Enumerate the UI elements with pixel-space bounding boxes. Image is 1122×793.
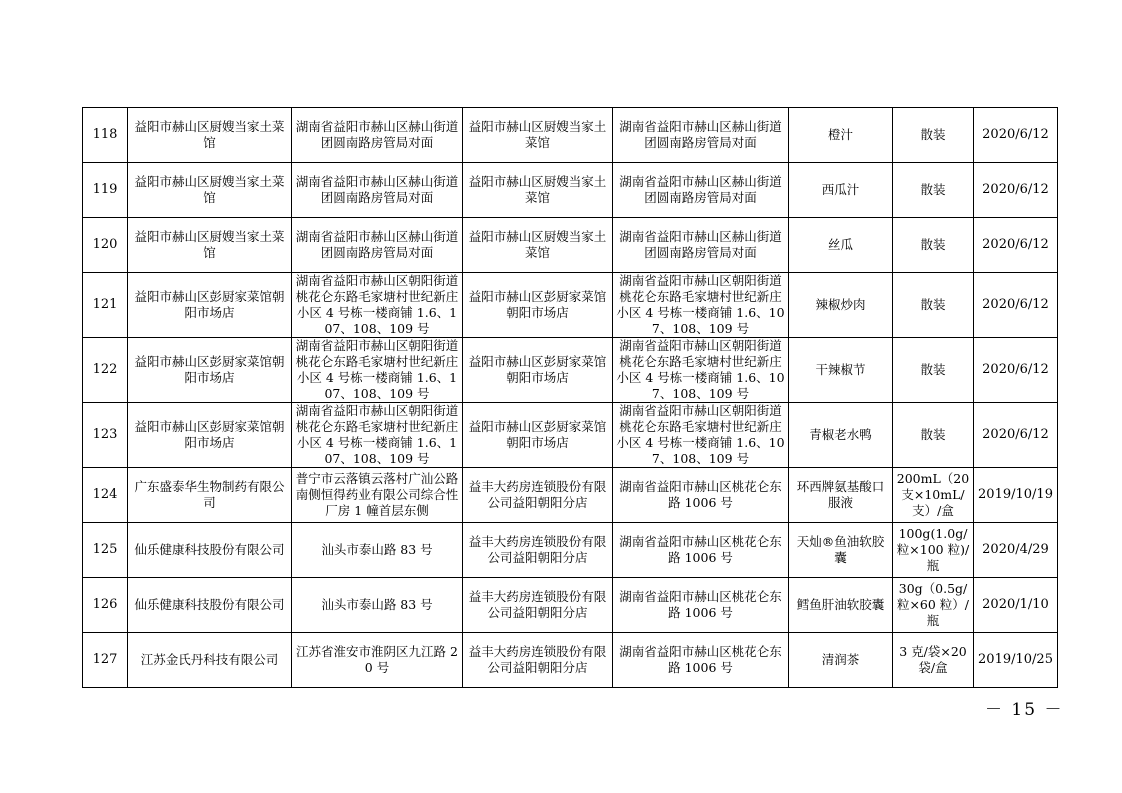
seller-name-cell: 益丰大药房连锁股份有限公司益阳朝阳分店 <box>463 468 613 523</box>
sampling-table <box>82 107 1058 688</box>
table-row <box>83 468 1058 523</box>
product-name-cell: 西瓜汁 <box>789 163 893 218</box>
seller-name-cell: 益丰大药房连锁股份有限公司益阳朝阳分店 <box>463 523 613 578</box>
table-row <box>83 108 1058 163</box>
specification-cell: 散装 <box>893 403 974 468</box>
seller-address-cell: 湖南省益阳市赫山区桃花仑东路 1006 号 <box>613 468 789 523</box>
table-row <box>83 273 1058 338</box>
producer-name-cell: 江苏金氏丹科技有限公司 <box>128 633 292 688</box>
product-name-cell: 天灿®鱼油软胶囊 <box>789 523 893 578</box>
producer-address-cell: 湖南省益阳市赫山区朝阳街道桃花仑东路毛家塘村世纪新庄小区 4 号栋一楼商铺 1.6、107、108、109 号 <box>292 273 463 338</box>
specification-cell: 散装 <box>893 108 974 163</box>
producer-address-cell: 湖南省益阳市赫山区朝阳街道桃花仑东路毛家塘村世纪新庄小区 4 号栋一楼商铺 1.6、107、108、109 号 <box>292 338 463 403</box>
seller-name-cell: 益阳市赫山区彭厨家菜馆朝阳市场店 <box>463 403 613 468</box>
product-name-cell: 橙汁 <box>789 108 893 163</box>
specification-cell: 3 克/袋×20 袋/盒 <box>893 633 974 688</box>
producer-address-cell: 汕头市泰山路 83 号 <box>292 578 463 633</box>
production-date-cell: 2020/6/12 <box>974 218 1058 273</box>
seller-address-cell: 湖南省益阳市赫山区朝阳街道桃花仑东路毛家塘村世纪新庄小区 4 号栋一楼商铺 1.6、107、108、109 号 <box>613 338 789 403</box>
row-number-cell: 118 <box>83 108 128 163</box>
seller-name-cell: 益阳市赫山区厨嫂当家土菜馆 <box>463 108 613 163</box>
specification-cell: 200mL（20 支×10mL/支）/盒 <box>893 468 974 523</box>
table-row <box>83 338 1058 403</box>
table-row <box>83 578 1058 633</box>
seller-name-cell: 益丰大药房连锁股份有限公司益阳朝阳分店 <box>463 578 613 633</box>
seller-address-cell: 湖南省益阳市赫山区赫山街道团圆南路房管局对面 <box>613 218 789 273</box>
seller-name-cell: 益阳市赫山区彭厨家菜馆朝阳市场店 <box>463 273 613 338</box>
row-number-cell: 123 <box>83 403 128 468</box>
seller-address-cell: 湖南省益阳市赫山区桃花仑东路 1006 号 <box>613 578 789 633</box>
producer-address-cell: 普宁市云落镇云落村广汕公路南侧恒得药业有限公司综合性厂房 1 幢首层东侧 <box>292 468 463 523</box>
producer-address-cell: 湖南省益阳市赫山区朝阳街道桃花仑东路毛家塘村世纪新庄小区 4 号栋一楼商铺 1.6、107、108、109 号 <box>292 403 463 468</box>
product-name-cell: 清润茶 <box>789 633 893 688</box>
seller-address-cell: 湖南省益阳市赫山区朝阳街道桃花仑东路毛家塘村世纪新庄小区 4 号栋一楼商铺 1.6、107、108、109 号 <box>613 273 789 338</box>
table-row <box>83 163 1058 218</box>
product-name-cell: 环西牌氨基酸口服液 <box>789 468 893 523</box>
producer-name-cell: 益阳市赫山区彭厨家菜馆朝阳市场店 <box>128 338 292 403</box>
producer-name-cell: 益阳市赫山区厨嫂当家土菜馆 <box>128 218 292 273</box>
row-number-cell: 125 <box>83 523 128 578</box>
seller-name-cell: 益阳市赫山区厨嫂当家土菜馆 <box>463 218 613 273</box>
seller-address-cell: 湖南省益阳市赫山区赫山街道团圆南路房管局对面 <box>613 108 789 163</box>
specification-cell: 散装 <box>893 338 974 403</box>
production-date-cell: 2020/6/12 <box>974 163 1058 218</box>
table-row <box>83 403 1058 468</box>
producer-address-cell: 湖南省益阳市赫山区赫山街道团圆南路房管局对面 <box>292 163 463 218</box>
product-name-cell: 鳕鱼肝油软胶囊 <box>789 578 893 633</box>
row-number-cell: 124 <box>83 468 128 523</box>
seller-name-cell: 益丰大药房连锁股份有限公司益阳朝阳分店 <box>463 633 613 688</box>
row-number-cell: 120 <box>83 218 128 273</box>
production-date-cell: 2020/6/12 <box>974 403 1058 468</box>
producer-name-cell: 益阳市赫山区彭厨家菜馆朝阳市场店 <box>128 273 292 338</box>
production-date-cell: 2020/6/12 <box>974 108 1058 163</box>
product-name-cell: 辣椒炒肉 <box>789 273 893 338</box>
production-date-cell: 2020/6/12 <box>974 273 1058 338</box>
producer-name-cell: 广东盛泰华生物制药有限公司 <box>128 468 292 523</box>
table-row <box>83 218 1058 273</box>
table-row <box>83 633 1058 688</box>
production-date-cell: 2019/10/19 <box>974 468 1058 523</box>
producer-address-cell: 湖南省益阳市赫山区赫山街道团圆南路房管局对面 <box>292 108 463 163</box>
production-date-cell: 2020/6/12 <box>974 338 1058 403</box>
row-number-cell: 127 <box>83 633 128 688</box>
producer-name-cell: 益阳市赫山区厨嫂当家土菜馆 <box>128 163 292 218</box>
seller-address-cell: 湖南省益阳市赫山区桃花仑东路 1006 号 <box>613 633 789 688</box>
specification-cell: 100g(1.0g/粒×100 粒)/瓶 <box>893 523 974 578</box>
producer-name-cell: 益阳市赫山区彭厨家菜馆朝阳市场店 <box>128 403 292 468</box>
product-name-cell: 丝瓜 <box>789 218 893 273</box>
producer-address-cell: 江苏省淮安市淮阴区九江路 20 号 <box>292 633 463 688</box>
page-number: － 15 － <box>985 700 1064 720</box>
table-row <box>83 523 1058 578</box>
production-date-cell: 2019/10/25 <box>974 633 1058 688</box>
specification-cell: 散装 <box>893 273 974 338</box>
seller-address-cell: 湖南省益阳市赫山区朝阳街道桃花仑东路毛家塘村世纪新庄小区 4 号栋一楼商铺 1.6、107、108、109 号 <box>613 403 789 468</box>
seller-address-cell: 湖南省益阳市赫山区桃花仑东路 1006 号 <box>613 523 789 578</box>
production-date-cell: 2020/1/10 <box>974 578 1058 633</box>
row-number-cell: 119 <box>83 163 128 218</box>
row-number-cell: 122 <box>83 338 128 403</box>
specification-cell: 散装 <box>893 163 974 218</box>
specification-cell: 散装 <box>893 218 974 273</box>
producer-name-cell: 益阳市赫山区厨嫂当家土菜馆 <box>128 108 292 163</box>
seller-name-cell: 益阳市赫山区彭厨家菜馆朝阳市场店 <box>463 338 613 403</box>
product-name-cell: 青椒老水鸭 <box>789 403 893 468</box>
producer-address-cell: 汕头市泰山路 83 号 <box>292 523 463 578</box>
seller-address-cell: 湖南省益阳市赫山区赫山街道团圆南路房管局对面 <box>613 163 789 218</box>
row-number-cell: 121 <box>83 273 128 338</box>
seller-name-cell: 益阳市赫山区厨嫂当家土菜馆 <box>463 163 613 218</box>
producer-name-cell: 仙乐健康科技股份有限公司 <box>128 523 292 578</box>
production-date-cell: 2020/4/29 <box>974 523 1058 578</box>
row-number-cell: 126 <box>83 578 128 633</box>
producer-address-cell: 湖南省益阳市赫山区赫山街道团圆南路房管局对面 <box>292 218 463 273</box>
producer-name-cell: 仙乐健康科技股份有限公司 <box>128 578 292 633</box>
specification-cell: 30g（0.5g/粒×60 粒）/瓶 <box>893 578 974 633</box>
product-name-cell: 干辣椒节 <box>789 338 893 403</box>
